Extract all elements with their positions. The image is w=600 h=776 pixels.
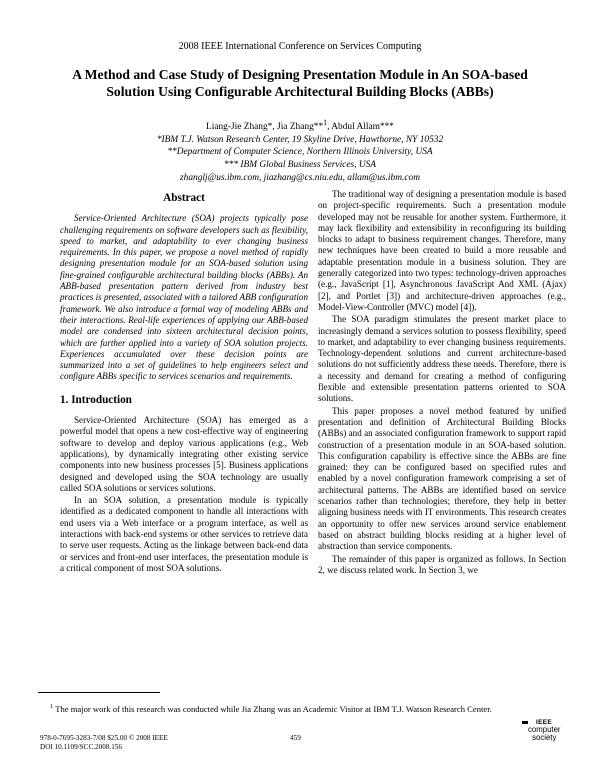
intro-paragraph-1: Service-Oriented Architecture (SOA) has emerged as a powerful model that opens a new cost-effective way of engineering software to develop and deploy various applications (e.g., Web applications), by dynamically integrating other existing service components into new business processes [5]. Business applications designed and developed using the SOA technology are usually called SOA solutions or services solutions. — [60, 415, 308, 493]
author-footnote-mark: 1 — [323, 118, 328, 127]
right-paragraph-4: The remainder of this paper is organized as follows. In Section 2, we discuss related work. In Section 3, we — [318, 553, 566, 575]
author-names — [60, 117, 540, 134]
intro-paragraph-2: In an SOA solution, a presentation module is typically identified as a dedicated component to handle all interactions with end users via a Web interface or a program interface, as well as interactions with back-end systems or other services to retrieve data to serve user requests. Acting as the linkage between back-end data or services and front-end user interfaces, the presentation module is a critical component of most SOA solutions. — [60, 495, 308, 573]
doi-line: DOI 10.1109/SCC.2008.156 — [40, 743, 122, 751]
footnote-divider — [38, 692, 160, 693]
left-column — [60, 190, 308, 574]
isbn-line: 978-0-7695-3283-7/08 $25.00 © 2008 IEEE — [40, 734, 168, 742]
affiliation-2: **Department of Computer Science, Northern Illinois University, USA — [167, 147, 433, 158]
page-number: 459 — [290, 734, 301, 742]
footnote-mark: 1 — [50, 703, 54, 710]
author-names-main: Liang-Jie Zhang*, Jia Zhang** — [205, 122, 324, 133]
conference-header: 2008 IEEE International Conference on Services Computing — [178, 41, 422, 52]
logo-line-2: society — [532, 732, 557, 742]
logo-society-text — [528, 726, 561, 742]
author-names-tail: , Abdul Allam*** — [327, 122, 394, 133]
abstract-text: Service-Oriented Architecture (SOA) projects typically pose challenging requirements on software developers such as flexibility, speed to market, and adaptability to ever changing business requirements. In this paper, we propose a novel method of rapidly designing presentation module for an SOA-based solution using fine-grained configurable architectural building blocks (ABBs). An ABB-based presentation pattern derived from industry best practices is presented, associated with a tailored ABB configuration framework. We also introduce a formal way of modeling ABBs and their interactions. Real-life experiences of applying our ABB-based model are condensed into sixteen architectural decision points, which are further applied into a variety of SOA solution projects. Experiences accumulated over these decision points are summarized into a set of guidelines to help engineers select and configure ABBs specific to services scenarios and requirements. — [60, 213, 308, 382]
footnote — [50, 701, 570, 715]
title-line-2: Solution Using Configurable Architectural Building Blocks (ABBs) — [106, 84, 494, 99]
affiliation-3: *** IBM Global Business Services, USA — [223, 159, 377, 170]
logo-line-1: computer — [528, 725, 561, 734]
footnote-text: The major work of this research was conducted while Jia Zhang was an Academic Visitor at IBM T.J. Watson Research Center. — [53, 703, 492, 714]
footer-publication-info — [40, 734, 168, 752]
right-paragraph-1: The traditional way of designing a presentation module is based on project-specific requirements. Such a presentation module developed may not be reusable for another system. Furthermore, it may lack flexibility and extensibility in reconfiguring its building blocks to adapt to business requirement changes. Therefore, many new techniques have been created to build a more reusable and adaptable presentation module in a business solution. They are generally categorized into two types: technology-driven approaches (e.g., JavaScript [1], Asynchronous JavaScript And XML (Ajax) [2], and Portlet [3]) and architecture-driven approaches (e.g., Model-View-Controller (MVC) model [4]). — [318, 189, 566, 312]
author-block — [60, 117, 540, 184]
title-line-1: A Method and Case Study of Designing Presentation Module in An SOA-based — [72, 67, 528, 82]
abstract-heading: Abstract — [163, 192, 205, 204]
introduction-heading: 1. Introduction — [60, 393, 132, 406]
logo-mark-icon — [522, 721, 528, 724]
ieee-computer-society-logo — [520, 719, 570, 759]
logo-ieee-text: IEEE — [536, 719, 553, 726]
affiliation-1: *IBM T.J. Watson Research Center, 19 Skyline Drive, Hawthorne, NY 10532 — [156, 134, 444, 145]
right-column — [318, 189, 566, 576]
right-paragraph-2: The SOA paradigm stimulates the present market place to increasingly demand a services solution to possess flexibility, speed to market, and adaptability to ever changing business requirements. Technology-dependent solutions and current architecture-based solutions do not sufficiently address these needs. Therefore, there is a necessity and demand for creating a method of configuring flexible and extensible presentation patterns oriented to SOA solutions. — [318, 314, 566, 404]
abstract — [60, 213, 308, 382]
right-paragraph-3: This paper proposes a novel method featured by unified presentation and definition of Architectural Building Blocks (ABBs) and an associated configuration framework to support rapid construction of a presentation module in an SOA-based solution. This configuration capability is effective since the ABBs are fine grained: they can be configured based on specified rules and enabled by a novel configuration framework comprising a set of architectural patterns. The ABBs are identified based on service scenarios rather than technologies; therefore, they help in better aligning business needs with IT environments. This research creates an opportunity to offer new services around service enablement based on abstract building blocks residing at a higher level of abstraction than service components. — [318, 405, 566, 552]
paper-title — [40, 66, 560, 100]
author-emails: zhanglj@us.ibm.com, jiazhang@cs.niu.edu, allam@us.ibm.com — [180, 172, 420, 183]
